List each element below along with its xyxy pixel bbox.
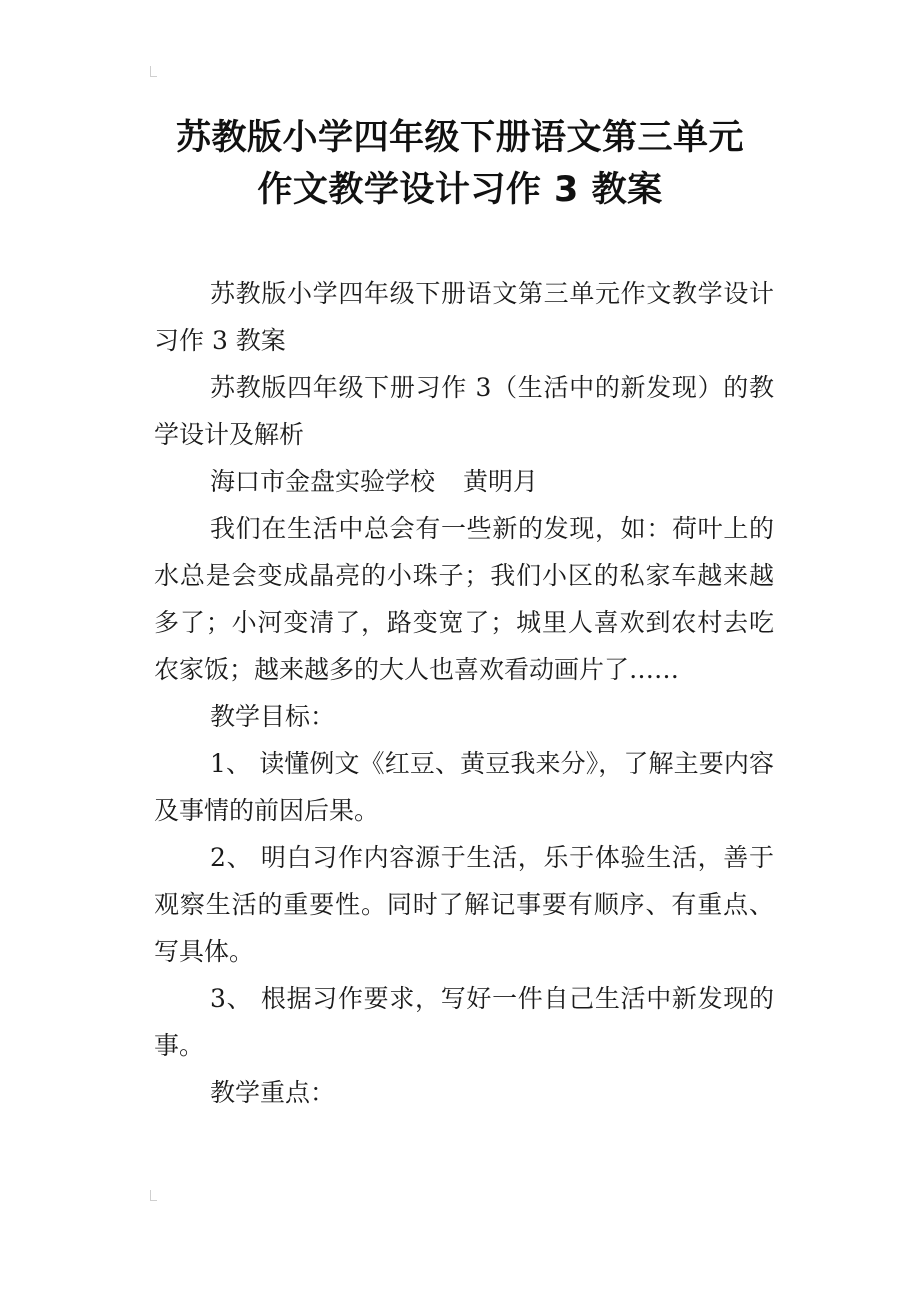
paragraph-goal-1: 1、 读懂例文《红豆、黄豆我来分》，了解主要内容及事情的前因后果。: [154, 749, 774, 825]
paragraph-author: [154, 458, 774, 505]
author-name: 黄明月: [463, 467, 539, 496]
paragraph-goal-3: 3、 根据习作要求，写好一件自己生活中新发现的事。: [154, 984, 774, 1060]
crop-mark-bottom: [150, 1190, 157, 1201]
document-body: [154, 270, 774, 1116]
crop-mark-top: [150, 66, 157, 77]
paragraph-subtitle: 苏教版四年级下册习作 3（生活中的新发现）的教学设计及解析: [154, 373, 774, 449]
paragraph-discovery: 我们在生活中总会有一些新的发现，如：荷叶上的水总是会变成晶亮的小珠子；我们小区的私家车越来越多了；小河变清了，路变宽了；城里人喜欢到农村去吃农家饭；越来越多的大人也喜欢看动画片了……: [154, 514, 774, 684]
title-line-1: 苏教版小学四年级下册语文第三单元: [175, 118, 744, 158]
paragraph-goals-heading: 教学目标：: [210, 702, 336, 731]
paragraph-intro: 苏教版小学四年级下册语文第三单元作文教学设计习作 3 教案: [154, 279, 774, 355]
paragraph-goal-2: 2、 明白习作内容源于生活，乐于体验生活，善于观察生活的重要性。同时了解记事要有顺序、有重点、写具体。: [154, 843, 774, 966]
paragraph-focus-heading: 教学重点：: [210, 1078, 336, 1107]
author-school: 海口市金盘实验学校: [210, 467, 436, 496]
document-title: [90, 112, 830, 216]
title-line-2: 作文教学设计习作 3 教案: [257, 170, 663, 210]
